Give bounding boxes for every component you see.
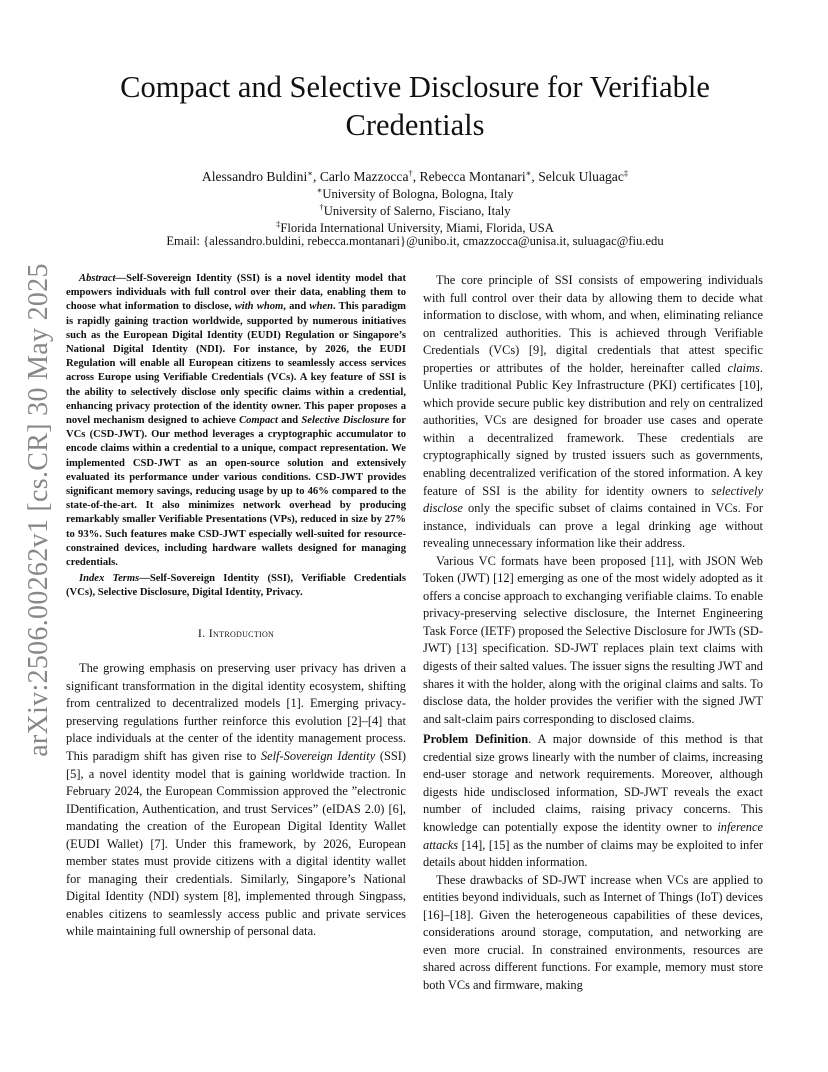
abstract-em-2: when bbox=[309, 301, 333, 313]
abstract-dash: — bbox=[115, 273, 127, 284]
abstract-text-5: for VCs (CSD-JWT). Our method leverages a cryptographic accumulator to encode claims within a credential to a unique, compact representation. We implemented CSD-JWT as an open-source solution and extensively evaluated its performance under various conditions. CSD-JWT provides significant memory savings, reducing usage by up to 46% compared to the state-of-the-art. It also minimizes network overhead by producing remarkably smaller Verifiable Presentations (VPs), reduced in size by 27% to 93%. Such features make CSD-JWT especially well-suited for resource-constrained devices, including hardware wallets designed for managing credentials. bbox=[66, 415, 406, 569]
right-p1-text-c: only the specific subset of claims contained in VCs. For instance, individuals can prove a legal drinking age without revealing unnecessary information like their address. bbox=[423, 501, 763, 551]
right-p3-em: inference attacks bbox=[423, 819, 763, 852]
right-p1-text-b: . Unlike traditional Public Key Infrastructure (PKI) certificates [10], which provide secure public key distribution and rely on centralized authorities, VCs are designed for broader use cases and operate within a decentralized framework. These credentials are cryptographically signed by trusted issuers such as governments, enabling decentralized verification of the stored information. A key feature of SSI is the ability for identity owners to bbox=[423, 360, 763, 498]
affiliation-1-mark: ∗ bbox=[316, 185, 323, 195]
right-paragraph-1 bbox=[423, 272, 763, 553]
author-4: Selcuk Uluagac bbox=[538, 169, 624, 184]
abstract-em-1: with whom bbox=[234, 301, 284, 313]
abstract-em-4: Selective Disclosure bbox=[301, 415, 390, 427]
intro-p1-text-b: (SSI) [5], a novel identity model that is gaining worldwide traction. In February 2024, the European Commission approved the ”electronic IDentification, Authentication, and trust Services” (eIDAS 2.0) [6], mandating the creation of the European Digital Identity Wallet (EUDI Wallet) [7]. Under this framework, by 2026, European member states must provide citizens with a digital identity wallet for managing their credentials. Similarly, Singapore’s National Digital Identity (NDI) system [8], implemented through Singpass, enables citizens to seamlessly access public and private services while maintaining full ownership of personal data. bbox=[66, 748, 407, 939]
right-p3-text-b: [14], [15] as the number of claims may be exploited to infer details about hidden information. bbox=[423, 837, 763, 870]
index-terms-label: Index Terms bbox=[79, 573, 140, 585]
affiliation-3-mark: ‡ bbox=[276, 219, 281, 229]
affiliation-2-text: University of Salerno, Fisciano, Italy bbox=[323, 204, 511, 218]
author-2: Carlo Mazzocca bbox=[319, 169, 409, 184]
abstract-text-3: . This paradigm is rapidly gaining traction worldwide, supported by numerous initiatives such as the European Digital Identity (EUDI) Regulation or Singapore’s National Digital Identity (NDI). For instance, by 2026, the EUDI Regulation will enable all European citizens to seamlessly access services across Europe using Verifiable Credentials (VCs). A key feature of SSI is the ability to selectively disclose only specific claims within a credential, enhancing privacy protection of the identity owner. This paper proposes a novel mechanism designed to achieve bbox=[66, 301, 407, 427]
right-p1-em-1: claims bbox=[727, 360, 760, 375]
intro-p1-text-a: The growing emphasis on preserving user privacy has driven a significant transformation in the digital identity ecosystem, shifting from centralized to decentralized models [1]. Emerging privacy-preserving regulations further reinforce this evolution [2]–[4] that place individuals at the center of the identity management process. This paradigm shift has given rise to bbox=[66, 661, 406, 763]
author-3: Rebecca Montanari bbox=[419, 169, 526, 184]
right-p1-em-2: selectively disclose bbox=[423, 483, 763, 516]
arxiv-identifier[interactable]: arXiv:2506.00262v1 [cs.CR] 30 May 2025 bbox=[23, 263, 54, 757]
abstract bbox=[66, 272, 406, 570]
index-terms-text: —Self-Sovereign Identity (SSI), Verifiable Credentials (VCs), Selective Disclosure, Digital Identity, Privacy. bbox=[66, 573, 406, 599]
author-3-mark: ∗ bbox=[525, 168, 532, 178]
left-column bbox=[66, 272, 406, 941]
right-column bbox=[423, 272, 763, 994]
right-paragraph-2: Various VC formats have been proposed [11], with JSON Web Token (JWT) [12] emerging as one of the most widely adopted as it offers a concise approach to exchanging verifiable claims. To enable privacy-preserving selective disclosure, the Internet Engineering Task Force (IETF) proposed the Selective Disclosure for JWTs (SD-JWT) [13] specification. SD-JWT replaces plain text claims with digests of their salted values. The issuer signs the resulting JWT and shares it with the holder, along with the original claims and salts. To disclose data, the holder provides the verifier with the signed JWT and salt-claim pairs corresponding to disclosed claims. bbox=[423, 553, 763, 726]
author-list: Alessandro Buldini∗, Carlo Mazzocca†, Rebecca Montanari∗, Selcuk Uluagac‡ bbox=[201, 168, 629, 184]
affiliation-3-text: Florida International University, Miami, Florida, USA bbox=[280, 221, 554, 235]
abstract-text-2: , and bbox=[283, 301, 310, 313]
author-2-mark: † bbox=[408, 168, 413, 178]
abstract-em-3: Compact bbox=[239, 415, 278, 427]
intro-paragraph-1 bbox=[66, 660, 406, 941]
affiliation-2-mark: † bbox=[319, 202, 324, 212]
author-1-mark: ∗ bbox=[307, 168, 314, 178]
title-line-1: Compact and Selective Disclosure for Verifiable bbox=[120, 70, 710, 104]
abstract-label: Abstract bbox=[79, 273, 116, 284]
paper-title bbox=[70, 68, 760, 144]
right-p1-text-a: The core principle of SSI consists of empowering individuals with full control over their data by allowing them to decide what information to disclose, with whom, and when, eliminating reliance on centralized authorities. This is achieved through Verifiable Credentials (VCs) [9], digital credentials that attest specific properties or attributes of the holder, hereinafter called bbox=[423, 273, 763, 375]
author-4-mark: ‡ bbox=[623, 168, 629, 178]
author-1: Alessandro Buldini bbox=[201, 169, 308, 184]
affiliation-1-text: University of Bologna, Bologna, Italy bbox=[322, 187, 514, 201]
right-paragraph-4: These drawbacks of SD-JWT increase when VCs are applied to entities beyond individuals, such as Internet of Things (IoT) devices [16]–[18]. Given the heterogeneous capabilities of these devices, considerations around storage, computation, and networking are even more crucial. In constrained environments, resources are shared across different functions. For example, memory must store both VCs and firmware, making bbox=[423, 872, 763, 992]
intro-p1-em: Self-Sovereign Identity bbox=[260, 748, 376, 763]
author-emails: Email: {alessandro.buldini, rebecca.montanari}@unibo.it, cmazzocca@unisa.it, suluagac@fiu.edu bbox=[166, 234, 664, 248]
arxiv-sidebar bbox=[14, 263, 64, 757]
abstract-text-4: and bbox=[277, 415, 302, 427]
index-terms bbox=[66, 572, 406, 600]
problem-definition-label: Problem Definition bbox=[423, 732, 529, 747]
right-paragraph-problem-definition bbox=[423, 731, 763, 871]
abstract-text-1: Self-Sovereign Identity (SSI) is a novel identity model that empowers individuals with full control over their data, enabling them to choose what information to disclose, bbox=[66, 273, 406, 313]
title-line-2: Credentials bbox=[345, 108, 485, 142]
right-p3-text-a: . A major downside of this method is that credential size grows linearly with the number of claims, increasing end-user storage and network requirements. Moreover, although digests hide undisclosed information, SD-JWT reveals the exact number of included claims, raising privacy concerns. This knowledge can potentially expose the identity owner to bbox=[423, 732, 763, 834]
section-heading-introduction: I. Introduction bbox=[197, 625, 275, 640]
